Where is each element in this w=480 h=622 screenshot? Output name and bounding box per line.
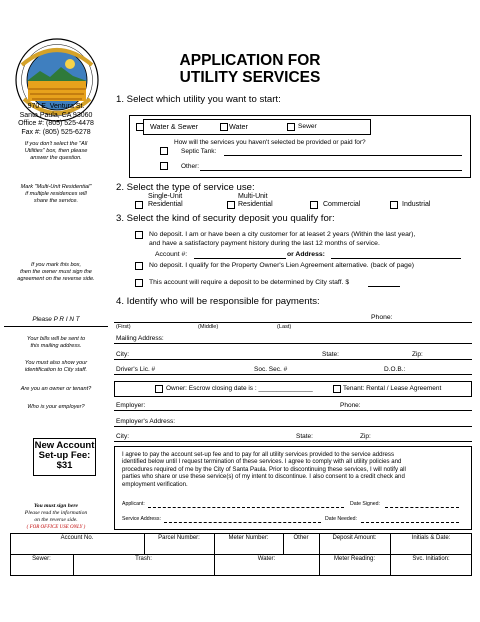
note-line: agreement on the reverse side.: [17, 276, 95, 282]
note-line: this mailing address.: [30, 343, 82, 349]
label-line: and have a satisfactory payment history during the last 12 months of service.: [149, 240, 380, 247]
fee-label-1: New Account: [34, 440, 95, 451]
name-line[interactable]: [114, 322, 472, 323]
fax-number: Fax #: (805) 525-6278: [21, 128, 91, 136]
city-address: [6, 103, 106, 137]
section-3-label: 3. Select the kind of security deposit you qualify for:: [116, 213, 335, 224]
employer-address-label: Employer's Address:: [116, 418, 176, 425]
service-address-label: Service Address:: [122, 516, 161, 522]
date-needed-label: Date Needed:: [325, 516, 358, 522]
water-checkbox[interactable]: [220, 123, 228, 131]
zip-label-2: Zip:: [360, 433, 371, 440]
agreement-line: I agree to pay the account set-up fee and to pay for all utility services provided to the service address: [122, 451, 394, 458]
owner-checkbox[interactable]: [155, 385, 163, 393]
applicant-label: Applicant:: [122, 501, 145, 507]
sewer-option: Sewer: [298, 123, 317, 130]
sewer-cell: Sewer:: [32, 556, 51, 562]
state-label-2: State:: [296, 433, 313, 440]
note-owner-tenant: Are you an owner or tenant?: [20, 386, 92, 392]
title-line-2: UTILITY SERVICES: [179, 69, 321, 86]
last-name-label: (Last): [277, 324, 292, 330]
office-use-only-label: ( FOR OFFICE USE ONLY ): [26, 525, 86, 530]
lien-agreement-label: No deposit. I qualify for the Property Owner's Lien Agreement alternative. (back of page): [149, 262, 415, 269]
fee-amount: $31: [56, 460, 73, 471]
mailing-address-line[interactable]: [114, 343, 472, 344]
first-name-label: (First): [116, 324, 131, 330]
industrial-checkbox[interactable]: [390, 201, 398, 209]
note-multi-unit: [4, 184, 108, 205]
fee-label-2: Set-up Fee:: [38, 450, 91, 461]
meter-reading-cell: Meter Reading:: [333, 556, 376, 562]
no-deposit-customer-checkbox[interactable]: [135, 231, 143, 239]
tenant-label: Tenant: Rental / Lease Agreement: [343, 385, 442, 392]
account-number-field[interactable]: [194, 258, 286, 259]
industrial-label: Industrial: [402, 201, 431, 208]
agreement-line: identified below until I request termination of these services. I agree to comply with all utility policies and: [122, 458, 402, 466]
section-4-label: 4. Identify who will be responsible for payments:: [116, 296, 320, 307]
address-line-2: Santa Paula, CA 93060: [19, 111, 93, 119]
setup-fee-box: [33, 438, 96, 476]
agreement-line: parties who share or use these service(s) of my intent to discontinue. I also consent to a credit check and: [122, 473, 405, 481]
city-label-2: City:: [116, 433, 129, 440]
note-all-utilities: [4, 141, 108, 162]
septic-checkbox[interactable]: [160, 147, 168, 155]
water-sewer-option: Water & Sewer: [150, 122, 199, 131]
date-signed-field[interactable]: [385, 507, 459, 508]
commercial-label: Commercial: [323, 201, 361, 208]
deposit-required-label: This account will require a deposit to be determined by City staff. $: [149, 279, 350, 286]
deposit-amount-cell: Deposit Amount:: [332, 535, 377, 541]
note-line: Your bills will be sent to: [26, 336, 86, 342]
note-line: Mark "Multi-Unit Residential": [20, 184, 92, 190]
note-line: then the owner must sign the: [20, 269, 92, 275]
or-address-label: or Address:: [287, 251, 325, 258]
agreement-text: [122, 451, 466, 488]
tenant-checkbox[interactable]: [333, 385, 341, 393]
other-label: Other:: [181, 163, 200, 170]
middle-name-label: (Middle): [198, 324, 219, 330]
section-1-label: 1. Select which utility you want to start:: [116, 94, 281, 105]
label-line: Multi-Unit: [238, 193, 268, 200]
septic-label: Septic Tank:: [181, 148, 217, 155]
zip-label: Zip:: [412, 351, 423, 358]
note-employer: Who is your employer?: [27, 404, 85, 410]
dob-label: D.O.B.:: [384, 366, 406, 373]
grid-row-divider: [10, 554, 472, 555]
multi-unit-checkbox[interactable]: [227, 201, 235, 209]
address-field[interactable]: [331, 258, 461, 259]
single-unit-label: [148, 193, 183, 209]
water-option: Water: [229, 122, 248, 131]
mailing-address-label: Mailing Address:: [116, 335, 164, 342]
initials-date-cell: Initials & Date:: [411, 535, 451, 541]
phone-label: Phone:: [371, 314, 393, 321]
employer-phone-label: Phone:: [340, 402, 361, 409]
note-line: share the service.: [33, 198, 79, 204]
address-line-1: 970 E. Ventura St.: [27, 103, 85, 110]
note-line: on the reverse side.: [34, 517, 78, 523]
divider: [4, 326, 108, 327]
id-line[interactable]: [114, 374, 472, 375]
employer-address-line[interactable]: [114, 426, 472, 427]
meter-number-cell: Meter Number:: [228, 535, 269, 541]
note-sign: [4, 503, 108, 531]
note-line: Please read the information: [24, 510, 88, 516]
service-address-field[interactable]: [164, 522, 321, 523]
parcel-number-cell: Parcel Number:: [158, 535, 200, 541]
septic-field[interactable]: [224, 155, 462, 156]
trash-cell: Trash:: [135, 556, 152, 562]
drivers-license-label: Driver's Lic. #: [116, 366, 156, 373]
note-line: identification to City staff.: [24, 367, 88, 373]
other-checkbox[interactable]: [160, 162, 168, 170]
deposit-amount-field[interactable]: [368, 286, 400, 287]
all-utilities-checkbox[interactable]: [136, 123, 144, 131]
note-line: If you mark this box,: [30, 262, 82, 268]
note-line: Utilities" box, then please: [24, 148, 88, 154]
account-number-label: Account #:: [155, 251, 188, 258]
note-line: You must also show your: [24, 360, 88, 366]
note-line: answer the question.: [30, 155, 82, 161]
lien-agreement-checkbox[interactable]: [135, 262, 143, 270]
other-cell: Other: [293, 535, 309, 541]
employer-label: Employer:: [116, 402, 146, 409]
label-line: No deposit. I am or have been a city customer for at leaset 2 years (Within the last year),: [149, 231, 416, 238]
agreement-line: procedures required of me by the City of Santa Paula. Prior to discontinuing these services, I will notify all: [122, 465, 406, 473]
single-unit-checkbox[interactable]: [135, 201, 143, 209]
state-label: State:: [322, 351, 339, 358]
water-cell: Water:: [257, 556, 276, 562]
note-line: You must sign here: [34, 503, 78, 509]
label-line: Residential: [238, 201, 273, 208]
title-line-1: APPLICATION FOR: [179, 52, 321, 69]
applicant-signature-field[interactable]: [148, 507, 344, 508]
city-line[interactable]: [114, 359, 472, 360]
note-identification: [4, 360, 108, 374]
section-2-label: 2. Select the type of service use:: [116, 182, 255, 193]
employer-line[interactable]: [114, 410, 472, 411]
date-signed-label: Date Signed:: [350, 501, 380, 507]
svc-initiation-cell: Svc. Initiation:: [412, 556, 450, 562]
employer-city-line[interactable]: [114, 441, 472, 442]
multi-unit-label: [238, 193, 273, 209]
label-line: Residential: [148, 201, 183, 208]
note-bills: [4, 336, 108, 350]
note-line: if multiple residences will: [25, 191, 87, 197]
commercial-checkbox[interactable]: [310, 201, 318, 209]
other-field[interactable]: [200, 170, 462, 171]
deposit-required-checkbox[interactable]: [135, 279, 143, 287]
owner-label: Owner: Escrow closing date is : _______________: [166, 385, 313, 392]
note-owner-sign: [4, 262, 108, 283]
services-question: How will the services you haven't selected be provided or paid for?: [174, 139, 366, 146]
agreement-line: employment verification.: [122, 480, 188, 488]
date-needed-field[interactable]: [361, 522, 459, 523]
no-deposit-customer-label: [149, 230, 415, 248]
label-line: Single-Unit: [148, 193, 183, 200]
note-print: Please P R I N T: [32, 316, 80, 323]
page-title: [150, 52, 350, 86]
office-phone: Office #: (805) 525-4478: [18, 120, 94, 127]
city-label: City:: [116, 351, 129, 358]
note-line: If you don't select the "All: [24, 141, 88, 147]
account-no-cell: Account No.: [60, 535, 94, 541]
ssn-label: Soc. Sec. #: [254, 366, 288, 373]
sewer-checkbox[interactable]: [287, 123, 295, 131]
